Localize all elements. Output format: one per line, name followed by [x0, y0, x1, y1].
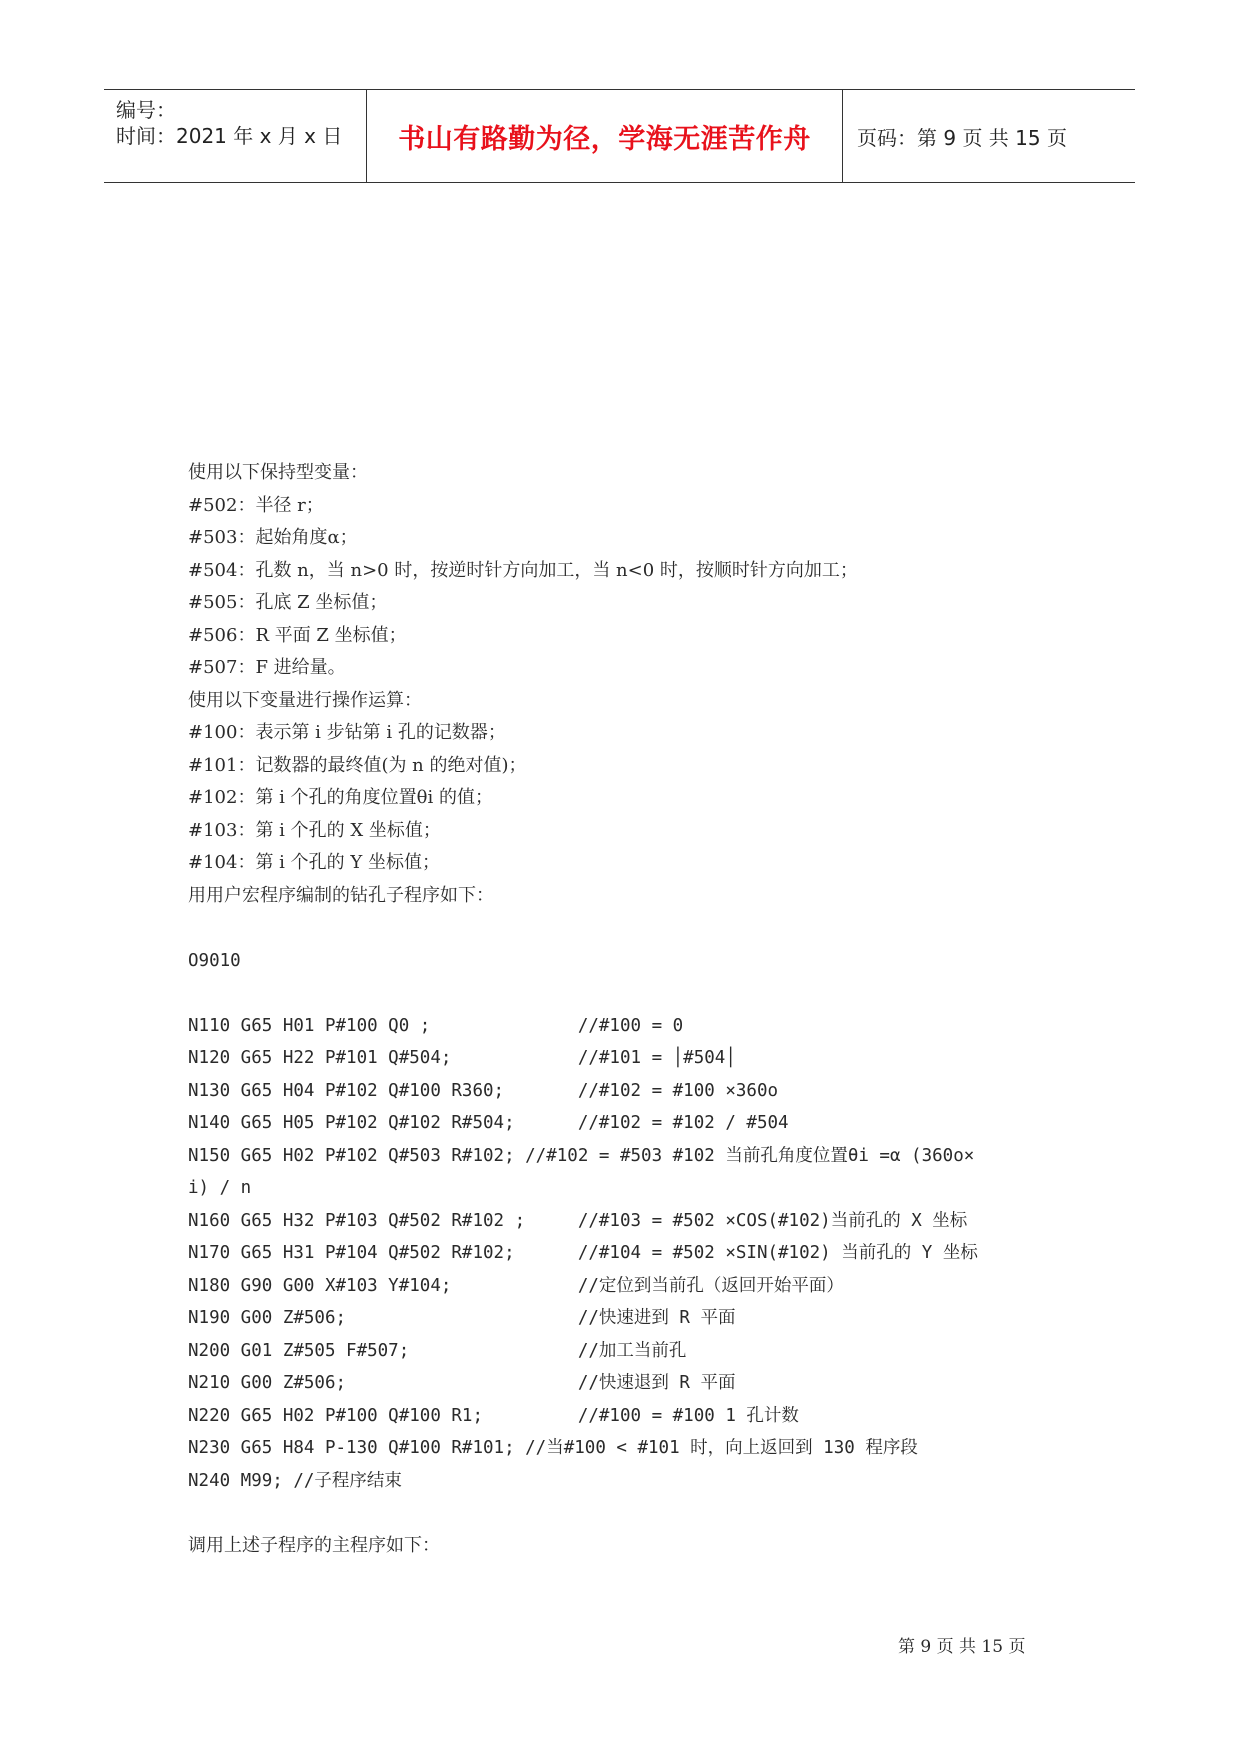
code-line: N120 G65 H22 P#101 Q#504; //#101 = │#504│ — [188, 1048, 736, 1068]
intro-line: #502：半径 r； — [188, 494, 324, 516]
intro-line: #103：第 i 个孔的 X 坐标值； — [188, 819, 441, 841]
intro-line: #102：第 i 个孔的角度位置θi 的值； — [188, 787, 493, 808]
intro-line: #101：记数器的最终值(为 n 的绝对值)； — [188, 754, 527, 776]
header-page-cell — [843, 90, 1135, 182]
code-line: N180 G90 G00 X#103 Y#104; //定位到当前孔（返回开始平面） — [188, 1275, 844, 1296]
code-line: N170 G65 H31 P#104 Q#502 R#102; //#104 = #502 ×SIN(#102) 当前孔的 Y 坐标 — [188, 1243, 978, 1263]
header-meta-cell — [104, 90, 367, 182]
spacer — [188, 1497, 1068, 1530]
spacer — [188, 977, 1068, 1010]
header-motto: 书山有路勤为径，学海无涯苦作舟 — [398, 123, 811, 155]
code-line: N210 G00 Z#506; //快速退到 R 平面 — [188, 1373, 736, 1393]
header-motto-cell — [367, 90, 843, 182]
code-line: N140 G65 H05 P#102 Q#102 R#504; //#102 = #102 / #504 — [188, 1113, 789, 1133]
intro-line: 使用以下变量进行操作运算： — [188, 689, 422, 711]
intro-line: #507：F 进给量。 — [188, 657, 346, 678]
code-line: N150 G65 H02 P#102 Q#503 R#102; //#102 = #503 #102 当前孔角度位置θi =α (360o× — [188, 1145, 975, 1166]
code-line: i) / n — [188, 1178, 252, 1198]
intro-line: #104：第 i 个孔的 Y 坐标值； — [188, 852, 440, 873]
code-line: N220 G65 H02 P#100 Q#100 R1; //#100 = #100 1 孔计数 — [188, 1405, 799, 1426]
code-line: N130 G65 H04 P#102 Q#100 R360; //#102 = #100 ×360o — [188, 1080, 779, 1101]
intro-line: #100：表示第 i 步钻第 i 孔的记数器； — [188, 722, 506, 743]
program-number: O9010 — [188, 950, 241, 971]
document-body — [188, 457, 1068, 1562]
intro-line: 用用户宏程序编制的钻孔子程序如下： — [188, 884, 494, 906]
page-header — [104, 89, 1135, 183]
document-time-label: 时间：2021 年 x 月 x 日 — [116, 124, 343, 148]
intro-line: #506：R 平面 Z 坐标值； — [188, 624, 407, 646]
page-footer: 第 9 页 共 15 页 — [898, 1637, 1026, 1657]
intro-line: 使用以下保持型变量： — [188, 462, 368, 483]
closing-line: 调用上述子程序的主程序如下： — [188, 1534, 440, 1556]
intro-line: #504：孔数 n，当 n>0 时，按逆时针方向加工，当 n<0 时，按顺时针方向加工； — [188, 559, 858, 581]
spacer — [188, 912, 1068, 945]
intro-line: #503：起始角度α； — [188, 527, 358, 548]
code-line: N190 G00 Z#506; //快速进到 R 平面 — [188, 1308, 736, 1328]
intro-line: #505：孔底 Z 坐标值； — [188, 592, 388, 613]
document-number-label: 编号： — [116, 98, 176, 122]
header-page-label: 页码：第 9 页 共 15 页 — [857, 125, 1067, 150]
code-line: N230 G65 H84 P-130 Q#100 R#101; //当#100 < #101 时，向上返回到 130 程序段 — [188, 1438, 918, 1458]
code-line: N160 G65 H32 P#103 Q#502 R#102 ; //#103 = #502 ×COS(#102)当前孔的 X 坐标 — [188, 1210, 968, 1231]
code-line: N240 M99; //子程序结束 — [188, 1470, 402, 1491]
code-line: N200 G01 Z#505 F#507; //加工当前孔 — [188, 1340, 687, 1361]
code-line: N110 G65 H01 P#100 Q0 ; //#100 = 0 — [188, 1015, 684, 1036]
